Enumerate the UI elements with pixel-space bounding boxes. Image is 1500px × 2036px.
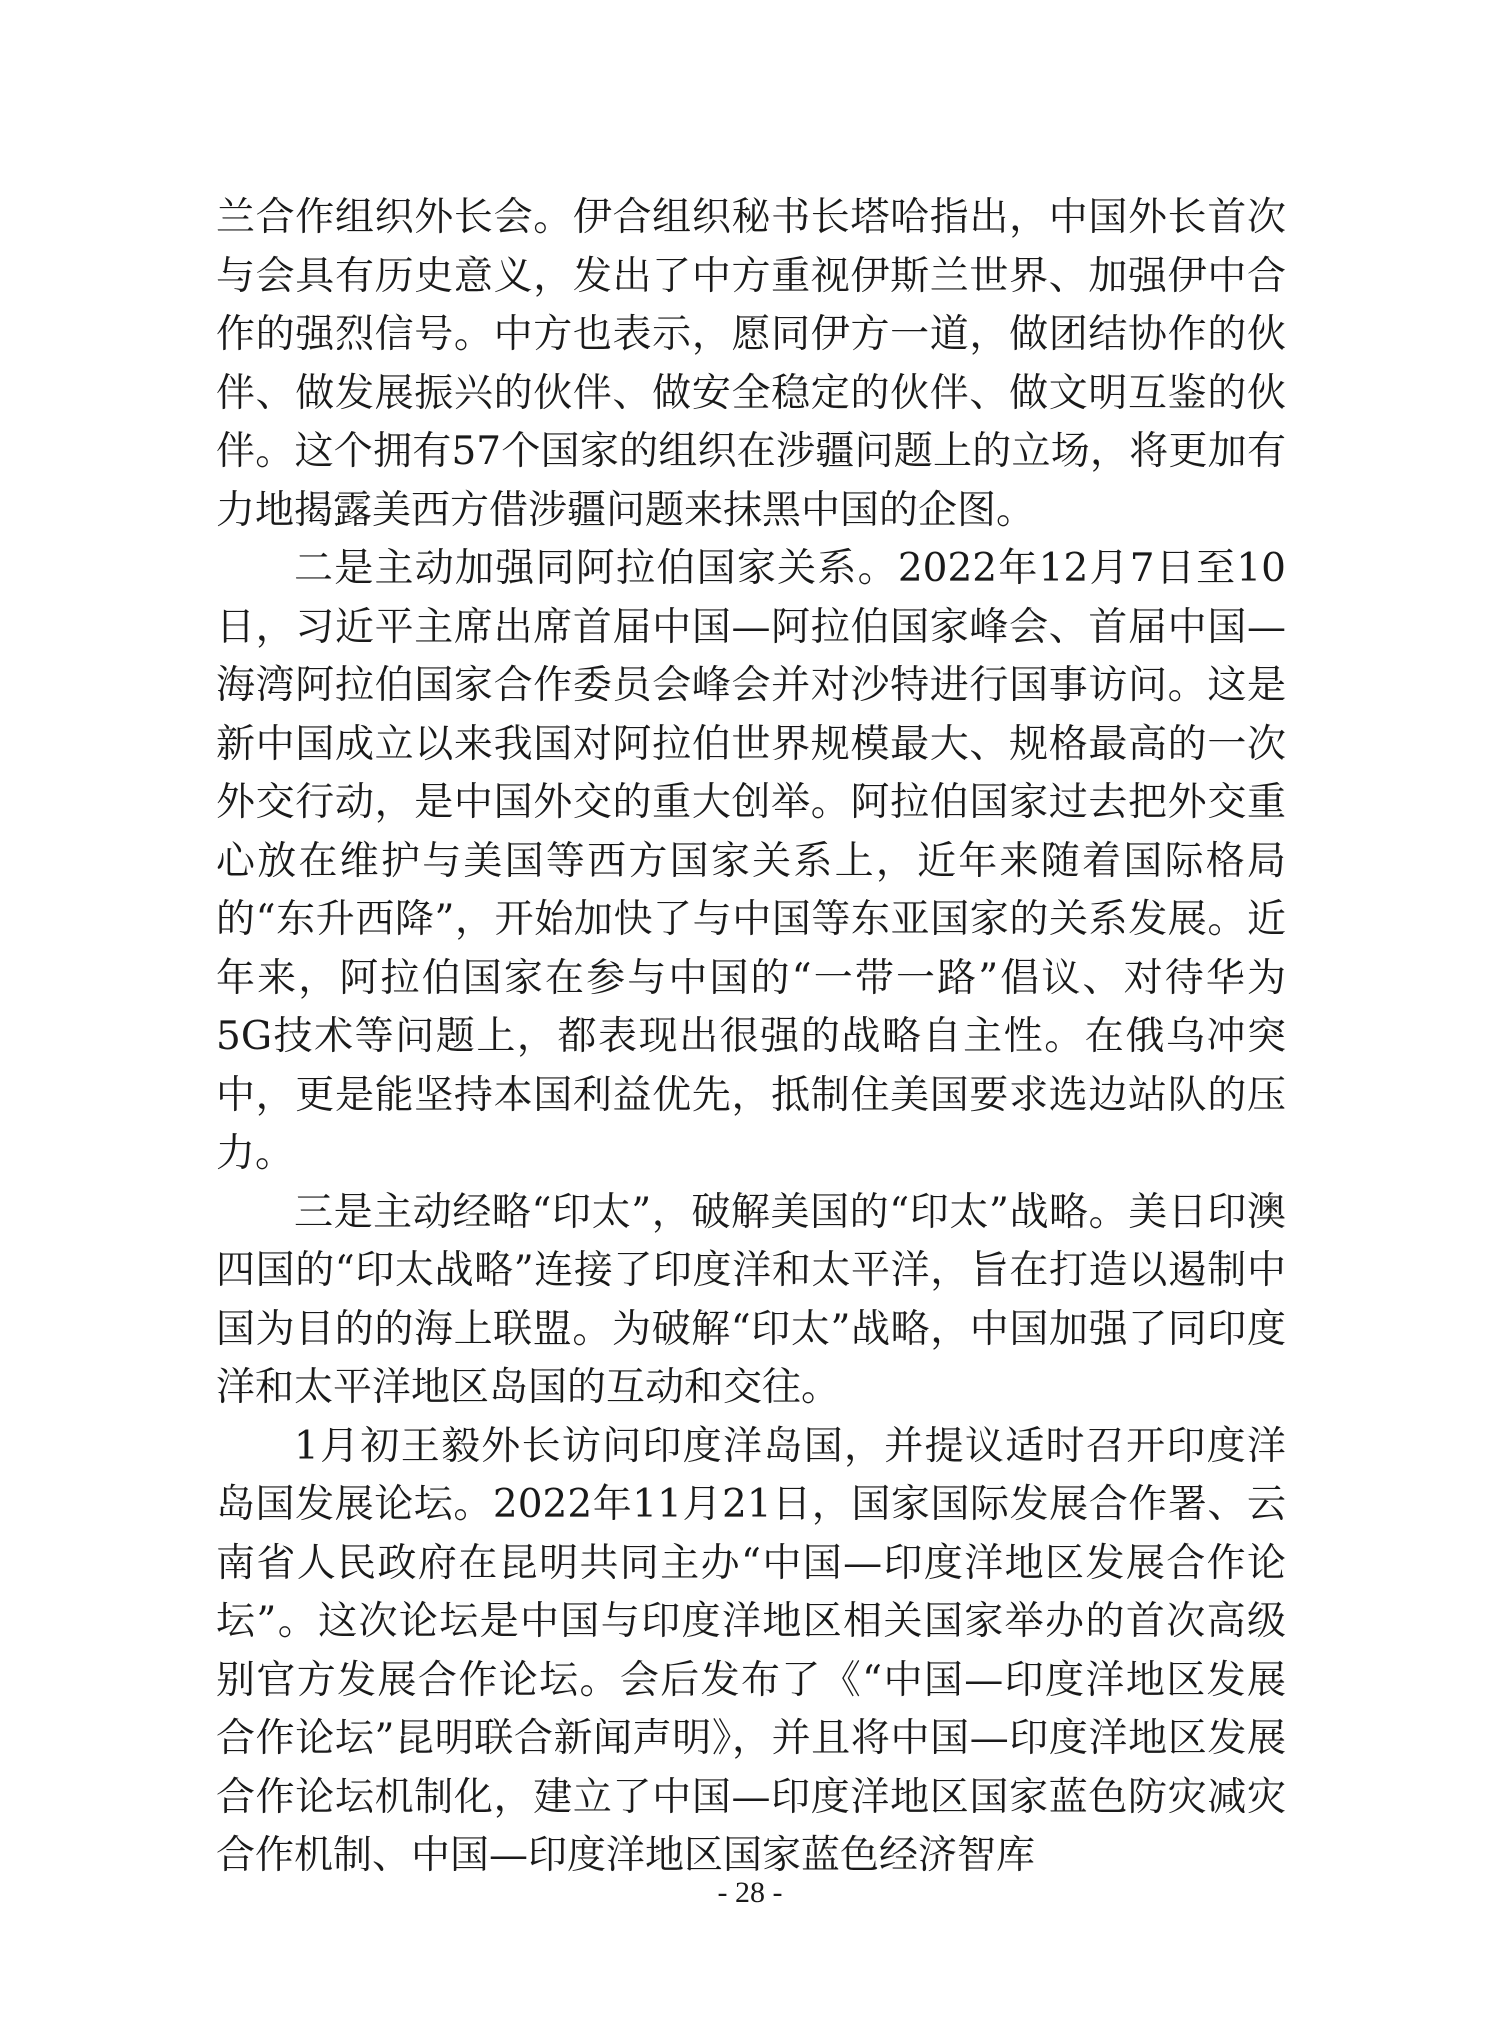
paragraph-indian-ocean-forum: 1月初王毅外长访问印度洋岛国，并提议适时召开印度洋岛国发展论坛。2022年11月21日，国家国际发展合作署、云南省人民政府在昆明共同主办“中国—印度洋地区发展合作论坛”。这次论坛是中国与印度洋地区相关国家举办的首次高级别官方发展合作论坛。会后发布了《“中国—印度洋地区发展合作论坛”昆明联合新闻声明》，并且将中国—印度洋地区发展合作论坛机制化，建立了中国—印度洋地区国家蓝色防灾减灾合作机制、中国—印度洋地区国家蓝色经济智库 (216, 1423, 1286, 1878)
page-number: - 28 - (717, 1876, 783, 1909)
paragraph-continuation: 兰合作组织外长会。伊合组织秘书长塔哈指出，中国外长首次与会具有历史意义，发出了中方重视伊斯兰世界、加强伊中合作的强烈信号。中方也表示，愿同伊方一道，做团结协作的伙伴、做发展振兴的伙伴、做安全稳定的伙伴、做文明互鉴的伙伴。这个拥有57个国家的组织在涉疆问题上的立场，将更加有力地揭露美西方借涉疆问题来抹黑中国的企图。 (216, 195, 1286, 533)
body-text (216, 189, 1286, 1886)
paragraph-indo-pacific: 三是主动经略“印太”，破解美国的“印太”战略。美日印澳四国的“印太战略”连接了印度洋和太平洋，旨在打造以遏制中国为目的的海上联盟。为破解“印太”战略，中国加强了同印度洋和太平洋地区岛国的互动和交往。 (216, 1189, 1286, 1410)
paragraph-arab-relations: 二是主动加强同阿拉伯国家关系。2022年12月7日至10日，习近平主席出席首届中国—阿拉伯国家峰会、首届中国—海湾阿拉伯国家合作委员会峰会并对沙特进行国事访问。这是新中国成立以来我国对阿拉伯世界规模最大、规格最高的一次外交行动，是中国外交的重大创举。阿拉伯国家过去把外交重心放在维护与美国等西方国家关系上，近年来随着国际格局的“东升西降”，开始加快了与中国等东亚国家的关系发展。近年来，阿拉伯国家在参与中国的“一带一路”倡议、对待华为5G技术等问题上，都表现出很强的战略自主性。在俄乌冲突中，更是能坚持本国利益优先，抵制住美国要求选边站队的压力。 (216, 546, 1286, 1176)
